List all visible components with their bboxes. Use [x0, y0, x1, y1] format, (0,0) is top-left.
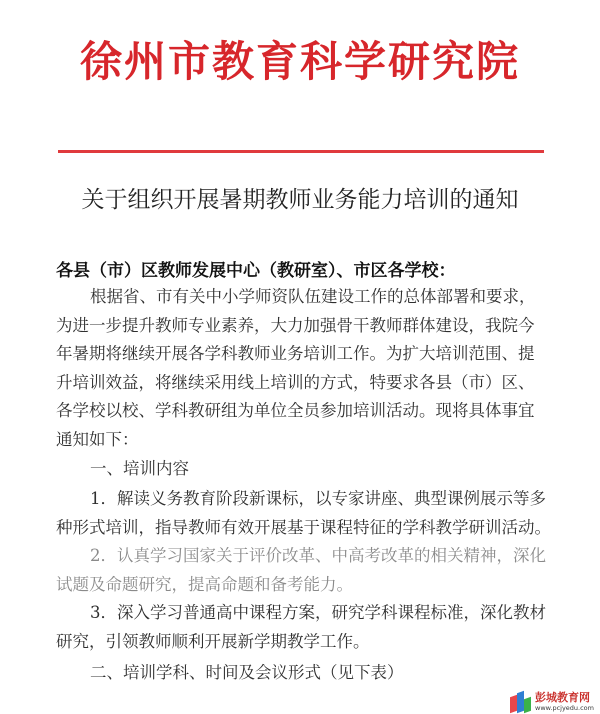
- list-item-line: 种形式培训，指导教师有效开展基于课程特征的学科教学研训活动。: [56, 517, 551, 537]
- intro-line: 为进一步提升教师专业素养，大力加强骨干教师群体建设，我院今: [56, 315, 535, 335]
- list-item-line: 1．解读义务教育阶段新课标，以专家讲座、典型课例展示等多: [90, 489, 546, 508]
- intro-line: 根据省、市有关中小学师资队伍建设工作的总体部署和要求，: [90, 287, 536, 306]
- salutation: 各县（市）区教师发展中心（教研室）、市区各学校：: [56, 261, 456, 281]
- intro-line: 升培训效益，将继续采用线上培训的方式，特要求各县（市）区、: [56, 372, 535, 392]
- letterhead-red-rule: [58, 150, 544, 153]
- list-item: [56, 599, 548, 656]
- intro-line: 年暑期将继续开展各学科教师业务培训工作。为扩大培训范围、提: [56, 344, 535, 364]
- section-heading-subjects-schedule: 二、培训学科、时间及会议形式（见下表）: [90, 663, 404, 682]
- list-item-line: 研究，引领教师顺利开展新学期教学工作。: [56, 631, 370, 651]
- site-logo-icon: [510, 690, 532, 712]
- list-item-line: 试题及命题研究，提高命题和备考能力。: [56, 574, 353, 594]
- list-item-line: 2．认真学习国家关于评价改革、中高考改革的相关精神，深化: [90, 546, 546, 565]
- intro-line: 通知如下：: [56, 429, 139, 449]
- intro-line: 各学校以校、学科教研组为单位全员参加培训活动。现将具体事宜: [56, 401, 535, 421]
- list-item-line: 3．深入学习普通高中课程方案，研究学科课程标准，深化教材: [90, 603, 546, 622]
- list-item: [56, 485, 551, 542]
- watermark-name: 彭城教育网: [535, 691, 591, 704]
- document-title: 关于组织开展暑期教师业务能力培训的通知: [81, 187, 519, 213]
- section-heading-training-content: 一、培训内容: [90, 459, 189, 478]
- site-watermark: [510, 690, 594, 712]
- list-item: [56, 542, 548, 599]
- watermark-url: www.pcjyedu.com: [535, 704, 594, 712]
- intro-paragraph: [56, 283, 548, 455]
- organization-letterhead: 徐州市教育科学研究院: [79, 37, 520, 86]
